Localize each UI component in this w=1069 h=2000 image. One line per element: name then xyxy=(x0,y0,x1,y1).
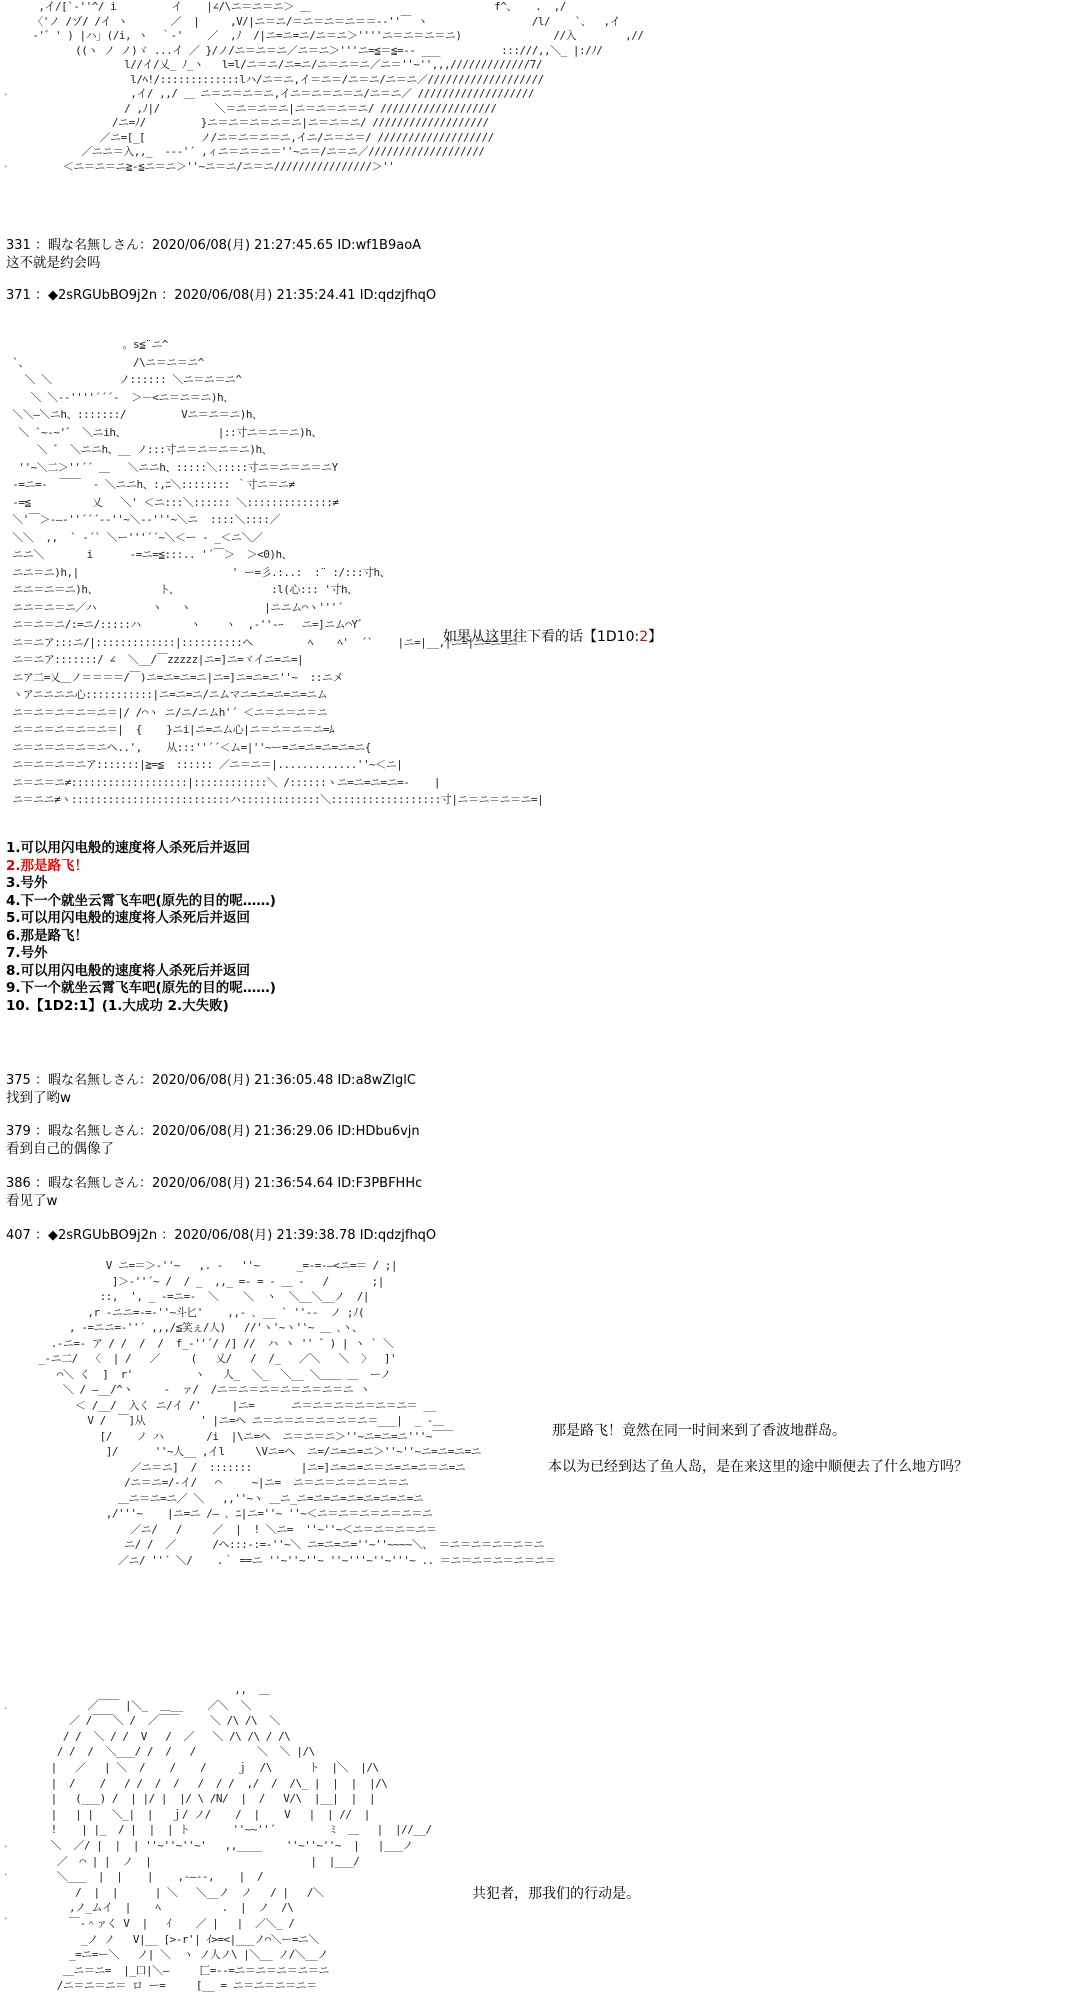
choice-item-2: 2.那是路飞！ xyxy=(6,857,89,874)
choice-item-3: 3.号外 xyxy=(6,875,48,891)
accomplice-narration: 共犯者，那我们的行动是。 xyxy=(472,1886,640,1902)
dice-suffix: 】 xyxy=(648,629,663,645)
dice-roll-line xyxy=(443,628,662,646)
ascii-art-whale: ,イ/[`‐''^/ i イ |∠/\ニ＝ニ＝ニ＞ ＿ f^、 . ,/ 〈'ノ /ゾ/ /イ ヽ ／ | ,V/|ニ＝ニ/＝ニ＝ニ＝ニ＝＝-‐''￣ ヽ /l/ `、 ,イ ‐'゛' ) |ハ」(/i, ヽ ｀‐' ／ ,ﾉ /|ニ=ニ=ニ/ニ＝ニ＞''''ニ＝ニ＝ニ＝ニ) //入 ,// ((ヽ ノ ノ)ゞ ...イ ／ }/ノ/ニ＝ニ＝ニ／ニ＝ニ＞'''ニ=≦＝≦=-- ___ :::///,,＼_ |:/ﾉ/ l//イ/乂_ ﾉ_ヽ l=l/ニ＝ニ/ニ=ニ/ニ＝ニ＝ニ／ニ＝''~'',,,/////////////7/ l/ﾍ!/:::::::::::::lハ/ニ＝ニ,イ＝ニ＝/ニ＝ニ/ニ＝ニ／/////////////////// ,イ/ ,,/ ＿ ニ＝ニ＝ニ＝ニ,イニ＝ニ＝ニ＝ニ/ニ＝ニ／ /////////////////// / ,ﾉ|/ ＼＝ニ＝ニ＝ニ|ニ＝ニ＝ニ＝ニ/ /////////////////// /ニ=ﾉ/ }ニ＝ニ＝ニ＝ニ＝ニ|ニ＝ニ＝ニ/ /////////////////// ／ニ=[_[ ノ/ニ＝ニ＝ニ＝ニ,イニ/ニ＝ニ＝/ /////////////////// ／ニニ＝入,,_ ‐-‐'´ ,ィニ＝ニ＝ニ＝''~ニ＝/ニ＝ニ／/////////////////// ＜ニ＝ニ＝ニ≧-≦ニ＝ニ＞''~ニ＝ニ/ニ＝ニ////////////////＞'' xyxy=(32,0,644,173)
margin-dot: . xyxy=(4,1701,8,1712)
post-body-379: 看到自己的偶像了 xyxy=(6,1141,114,1157)
choice-item-9: 9.下一个就坐云霄飞车吧(原先的目的呢……) xyxy=(6,980,276,996)
post-body-375: 找到了哟w xyxy=(6,1090,72,1106)
post-header-371: 371 ：◆2sRGUbBO9j2n ：2020/06/08(月) 21:35:24.41 ID:qdzjfhqO xyxy=(6,288,437,303)
post-header-379: 379 ：暇な名無しさん：2020/06/08(月) 21:36:29.06 ID:HDbu6vjn xyxy=(6,1124,420,1139)
luffy-narration-2: 本以为已经到达了鱼人岛，是在来这里的途中顺便去了什么地方吗？ xyxy=(548,1459,968,1475)
ascii-art-face: ,, ＿ ／￣￣ |＼_ ＿__ ／＼ ＼ ／ /￣￣＼ / ／￣￣ ＼ /\ /\ ＼ / / ＼ / / V / ／ ＼ /\ /\ / /\ / / / ＼___/ / / / ＼ ＼ |/\ | ／ | ＼ / / / ｊ /\ ト |＼ |/\ | / / / / / / / / / ,/ / /\_ | | | |/\ | (___) / | |/ | |/ \ /N/ | / V/\ |__| | | | | | ＼_| | ｊ/ ノ/ / | V | | // | ! | |_ / | | | ト ''~~''´ ﾐ ＿ | |//__/ ＼ ／/ | | | ''~''~''~' ,,____ ''~''~''~ | |___ノ ／ ⌒ | | ノ | | |___/ ＼___ | | | ,-―‐-, | / / | | | ＼ ＼__ノ ノ / | /＼ ,ノ_ムイ | ﾍ . | ノ /\ ￣-＾ァく V | ｲ ／ | | ／＼_ / _ノ ノ V|__ [>-r'| ｲ>=<|___ノ⌒＼ー=ニ＼ _=ニ=ー＼ ノ| ＼ ヽ ノ人ノ\ |＼__ ノ/＼__ノ ＿ニ＝ニ= |_口|＼― 匚=--=ニ＝ニ＝ニ＝ニ＝ニ /ニ＝ニ＝ニ＝ ロ ー= [__ = ニ＝ニ＝ニ＝ニ＝ xyxy=(50,1683,432,1993)
margin-dot: . xyxy=(4,159,8,170)
post-header-386: 386 ：暇な名無しさん：2020/06/08(月) 21:36:54.64 ID:F3PBFHHc xyxy=(6,1176,423,1191)
choice-item-10: 10.【1D2:1】(1.大成功 2.大失败) xyxy=(6,997,229,1014)
post-header-407: 407 ：◆2sRGUbBO9j2n ：2020/06/08(月) 21:39:38.78 ID:qdzjfhqO xyxy=(6,1228,437,1243)
luffy-narration-1: 那是路飞！竟然在同一时间来到了香波地群岛。 xyxy=(552,1423,846,1439)
post-header-331: 331 ：暇な名無しさん：2020/06/08(月) 21:27:45.65 ID:wf1B9aoA xyxy=(6,238,422,253)
post-header-375: 375 ：暇な名無しさん：2020/06/08(月) 21:36:05.48 ID:a8wZlglC xyxy=(6,1073,416,1088)
dice-prefix: 如果从这里往下看的话【1D10: xyxy=(443,629,640,645)
ascii-art-luffy: V ニ=＝＞-''~ ,. - ''~ _=-=-―<ニ=＝ / ;| ]＞-''´~ / / _ ,,_ =- = - ＿ - / ;| ::, ', _ -=ニ=- ＼ ＼ ヽ ＼__＼__ノ /| ,r -ニニ=-=-''~斗匕' ,,- ､ __ ` ''‐- ノ ;ﾉ( , -=ニニ=-''´ ,,,/≦笑ぇ/人) //'ヽ'~ヽ''~ ＿ ､ヽ、 .-ニ=- ア / / / / f_-''´/ /] // ハ ヽ '' ゛) | ヽ ` ＼ _-ニ二/ 〈 | / ／ ( 乂/ / /_ ／＼ ＼ 〉 ]' ⌒＼ く ] r' ヽ 人_ ＼_ ＼__ ＼＿＿ ＿ ーノ ＼ / ―__/^ヽ - ァ/ /ニ＝ニ＝ニ＝ニ＝ニ＝ニ＝ニ ヽ ＜ /__/ 入く ニ/イ /' |ニ= ニ＝ニ＝ニ＝ニ＝ニ＝ニ＝ __ V / ￣]从 ' |ニ=ヘ ニ＝ニ＝ニ＝ニ＝ニ＝ニ＝___| _ -＿ [/ ノ ハ /i |\ニ=ヘ ニ＝ニ＝ニ＞''~ニ=ニ=ニ'''~￣￣ ]/ ''~人__ ,イl \Vニ=ヘ ニ=/ニ=ニ=ニ＞''~''~ニ=ニ=ニ=ニ ／ニ＝ニ] / ::::::: |ニ=]ニ=ニ=ニ＝ニ=ニ=ニ＝ニ=ニ /ニ＝ニ=/-イ/ ⌒ ~|ニ= ニ＝ニ＝ニ＝ニ＝ニ＝ニ ＿ニ＝ニ=ニ／ ＼ ,,''~ヽ ＿ニ_ニ=ニ=ニ=ニ=ニ=ニ=ニ=ニ ,/'''~ |ニ=ニ /― ､ ﾆ|ニ=''~ ''~＜ニ＝ニ＝ニ＝ニ＝ニ＝ニ ／ニ/ / ／ | ! ＼ニ= ''~''~＜ニ＝ニ＝ニ＝ニ＝ ニ/ / ／ /ヘ:::-:=-''~＼ ニ=ニ=ニ=''~''~~~~＼、 ＝ニ＝ニ＝ニ＝ニ＝ニ ／ニ/ ''´ ＼/ .｀ ==ニ ''~''~''~ ''~'''~''~'''~ .. ＝ニ＝ニ＝ニ＝ニ＝ニ＝ xyxy=(38,1259,556,1567)
margin-dot: . xyxy=(4,1839,8,1850)
choice-list xyxy=(6,840,276,1015)
choice-item-5: 5.可以用闪电般的速度将人杀死后并返回 xyxy=(6,910,251,926)
ascii-art-wizard: 。s≦¨ニ^ `、 /\ニ＝ニ＝ニ^ ＼ ＼ ノ:::::: ＼ニ＝ニ＝ニ^ ＼ ＼--''''´´´‐ ＞－<ニ＝ニ＝ニ)h、 ＼＼―＼ニh、:::::::/ Vニ＝ニ＝ニ)h、 ＼ `~-~'゛ ＼ニih、 |::寸ニ＝ニ＝ニ)h、 ＼ ゛ ＼ニニh、__ ノ:::寸ニ＝ニ＝ニ＝ニ)h、 ''~＼二＞''´´ ＿ ＼ニニh、:::::＼:::::寸ニ＝ニ＝ニ＝ニY -=ニ=- ￣￣ ‐ ＼ニニh、:,ﾆ＼:::::::: ｀寸ニ＝ニ≠ -=≦ 乂 ＼' ＜ニ:::＼:::::: ＼::::::::::::::≠ ＼'￣＞-―‐''´´´-‐''~＼--'''~＼ニ ::::＼::::／ ＼＼ ,, ` ‐´` ＼ー'''´´~＼＜ー ‐ _＜ニ＼／ ニニ＼ i -=ニ=≦:::.. '´￣＞ ＞<0)h、 ニニ＝ニ)h,| ' ー=彡.:..: :¨ :/:::寸h、 ニニ＝ニ＝ニ)h、 ト、 :l(心::: '寸h、 ニニ＝ニ＝ニ／ハ ヽ ヽ |ニニム⌒ヽ'''´ ニ＝ニ＝ニ/:=ニ/:::::ハ ヽ ヽ ,-''-ｰ ニ=]ニム⌒Y゛ ニ＝ニア:::ニ/|:::::::::::::|::::::::::ヘ ﾍ ﾍ' ´` |ニ=|__,|ニ=|ニ=ニ=ニ ニ＝ニア:::::::/ ∠ ＼__/￣zzzzz|ニ=]ニ=ヾイニ=ニ=| ニア二=乂＿ノ＝＝＝＝/￣)ニ=ニ=ニ=ニ|ニ=]ニ=ニ=ニ''~ ::ニメ ヽアニニニニ心:::::::::::|ニ=ニ=ニ/ニムマニ=ニ=ニ=ニ=ニム ニ＝ニ＝ニ＝ニ＝ニ＝|/ /⌒ヽ ニ/ニ/ニムh'´ ＜ニ＝ニ＝ニ＝ニ ニ＝ニ＝ニ＝ニ＝ニ＝| { }ニi|ニ=ニム心|ニ＝ニ＝ニ＝ニ=ﾑ ニ＝ニ＝ニ＝ニ＝ニヘ..', 从:::''´´＜ム=|''~ー=ニ=ニ=ニ=ニ=ニ{ ニ＝ニ＝ニ＝ニア:::::::|≧=≦ :::::: ／ニ＝ニ＝|.............''~＜ニ| ニ＝ニ＝ニ≠:::::::::::::::::::|::::::::::::＼ /::::::ヽニ=ニ=ニ=ニ=- | ニ＝ニニ≠ヽ::::::::::::::::::::::::::ハ:::::::::::::＼::::::::::::::::::寸|ニ＝ニ＝ニ＝ニ=| xyxy=(12,338,544,806)
post-body-386: 看见了w xyxy=(6,1193,58,1209)
margin-dot: . xyxy=(4,1911,8,1922)
choice-item-4: 4.下一个就坐云霄飞车吧(原先的目的呢……) xyxy=(6,892,276,909)
post-body-331: 这不就是约会吗 xyxy=(6,255,101,271)
choice-item-6: 6.那是路飞！ xyxy=(6,927,89,944)
margin-dot: . xyxy=(4,1867,8,1878)
choice-item-1: 1.可以用闪电般的速度将人杀死后并返回 xyxy=(6,840,251,856)
margin-dot: . xyxy=(4,87,8,98)
choice-item-7: 7.号外 xyxy=(6,945,48,961)
choice-item-8: 8.可以用闪电般的速度将人杀死后并返回 xyxy=(6,962,251,979)
dice-result: 2 xyxy=(639,629,649,645)
